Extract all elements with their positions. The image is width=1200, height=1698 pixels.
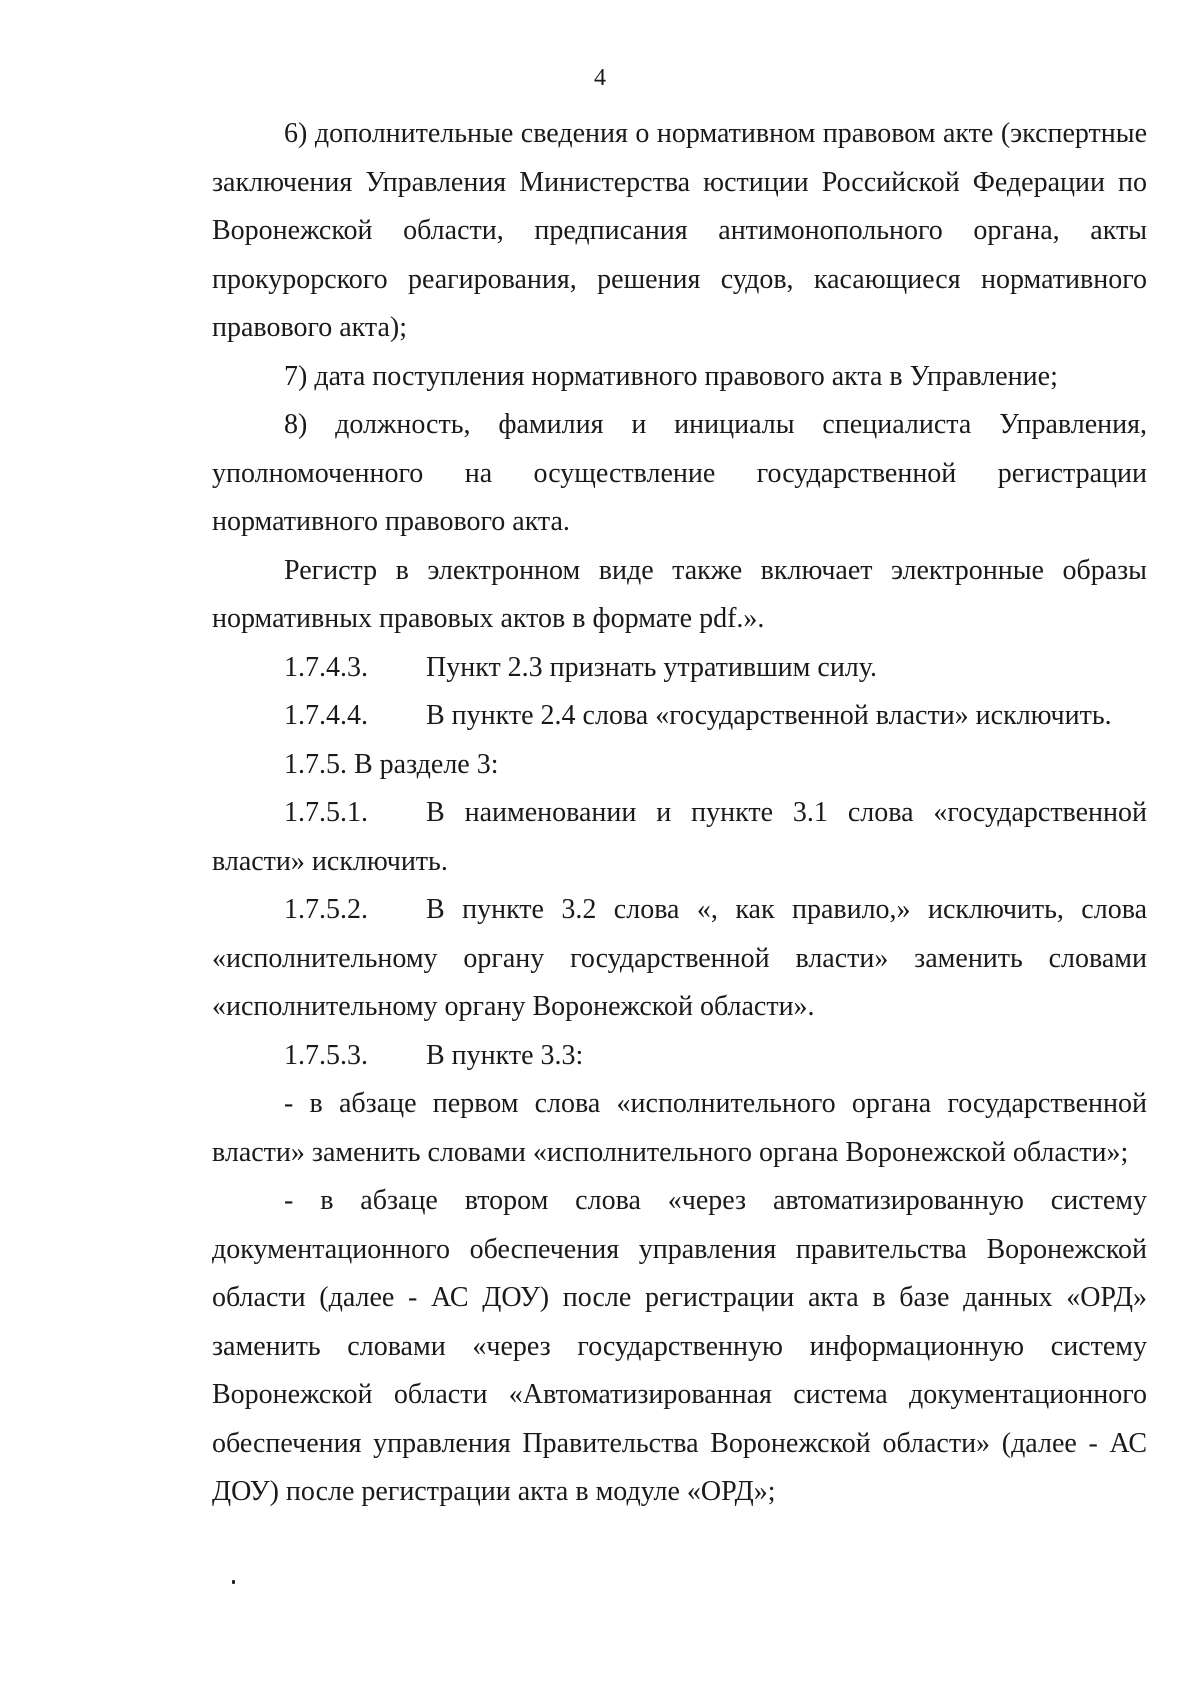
clause-text: В наименовании и пункте 3.1 слова «государственной власти» исключить. [212,797,1147,877]
page-number: 4 [594,65,606,91]
clause-1-7-4-3 [212,644,1147,693]
clause-number: 1.7.5.1. [284,797,368,828]
clause-1-7-5: 1.7.5. В разделе 3: [284,748,499,780]
clause-number: 1.7.5.2. [284,894,368,925]
clause-text: В пункте 3.2 слова «, как правило,» исключить, слова «исполнительному органу государственной власти» заменить словами «исполнительному органу Воронежской области». [212,894,1147,1022]
dash-item-second-paragraph: - в абзаце втором слова «через автоматизированную систему документационного обеспечения управления правительства Воронежской области (далее - АС ДОУ) после регистрации акта в базе данных «ОРД» заменить словами «через государственную информационную систему Воронежской области «Автоматизированная система документационного обеспечения управления Правительства Воронежской области» (далее - АС ДОУ) после регистрации акта в модуле «ОРД»; [212,1185,1147,1507]
clause-number: 1.7.4.3. [284,651,368,683]
document-body [212,110,1147,1517]
clause-1-7-5-1 [212,789,1147,886]
clause-text: В пункте 2.4 слова «государственной власти» исключить. [426,700,1112,731]
clause-text: В пункте 3.3: [426,1039,584,1071]
list-item-6: 6) дополнительные сведения о нормативном правовом акте (экспертные заключения Управления Министерства юстиции Российской Федерации по Воронежской области, предписания антимонопольного органа, акты прокурорского реагирования, решения судов, касающиеся нормативного правового акта); [212,118,1147,343]
clause-1-7-4-4 [212,692,1147,741]
clause-1-7-5-2 [212,886,1147,1032]
registry-paragraph: Регистр в электронном виде также включает электронные образы нормативных правовых актов в формате pdf.». [212,554,1147,634]
list-item-8: 8) должность, фамилия и инициалы специалиста Управления, уполномоченного на осуществление государственной регистрации нормативного правового акта. [212,409,1147,537]
clause-text: Пункт 2.3 признать утратившим силу. [426,651,877,683]
dash-item-first-paragraph: - в абзаце первом слова «исполнительного органа государственной власти» заменить словами «исполнительного органа Воронежской области»; [212,1088,1147,1168]
scan-speck [232,1580,235,1584]
clause-number: 1.7.5.3. [284,1039,368,1071]
clause-number: 1.7.4.4. [284,700,368,731]
clause-1-7-5-3 [212,1032,1147,1081]
list-item-7: 7) дата поступления нормативного правового акта в Управление; [284,360,1058,392]
